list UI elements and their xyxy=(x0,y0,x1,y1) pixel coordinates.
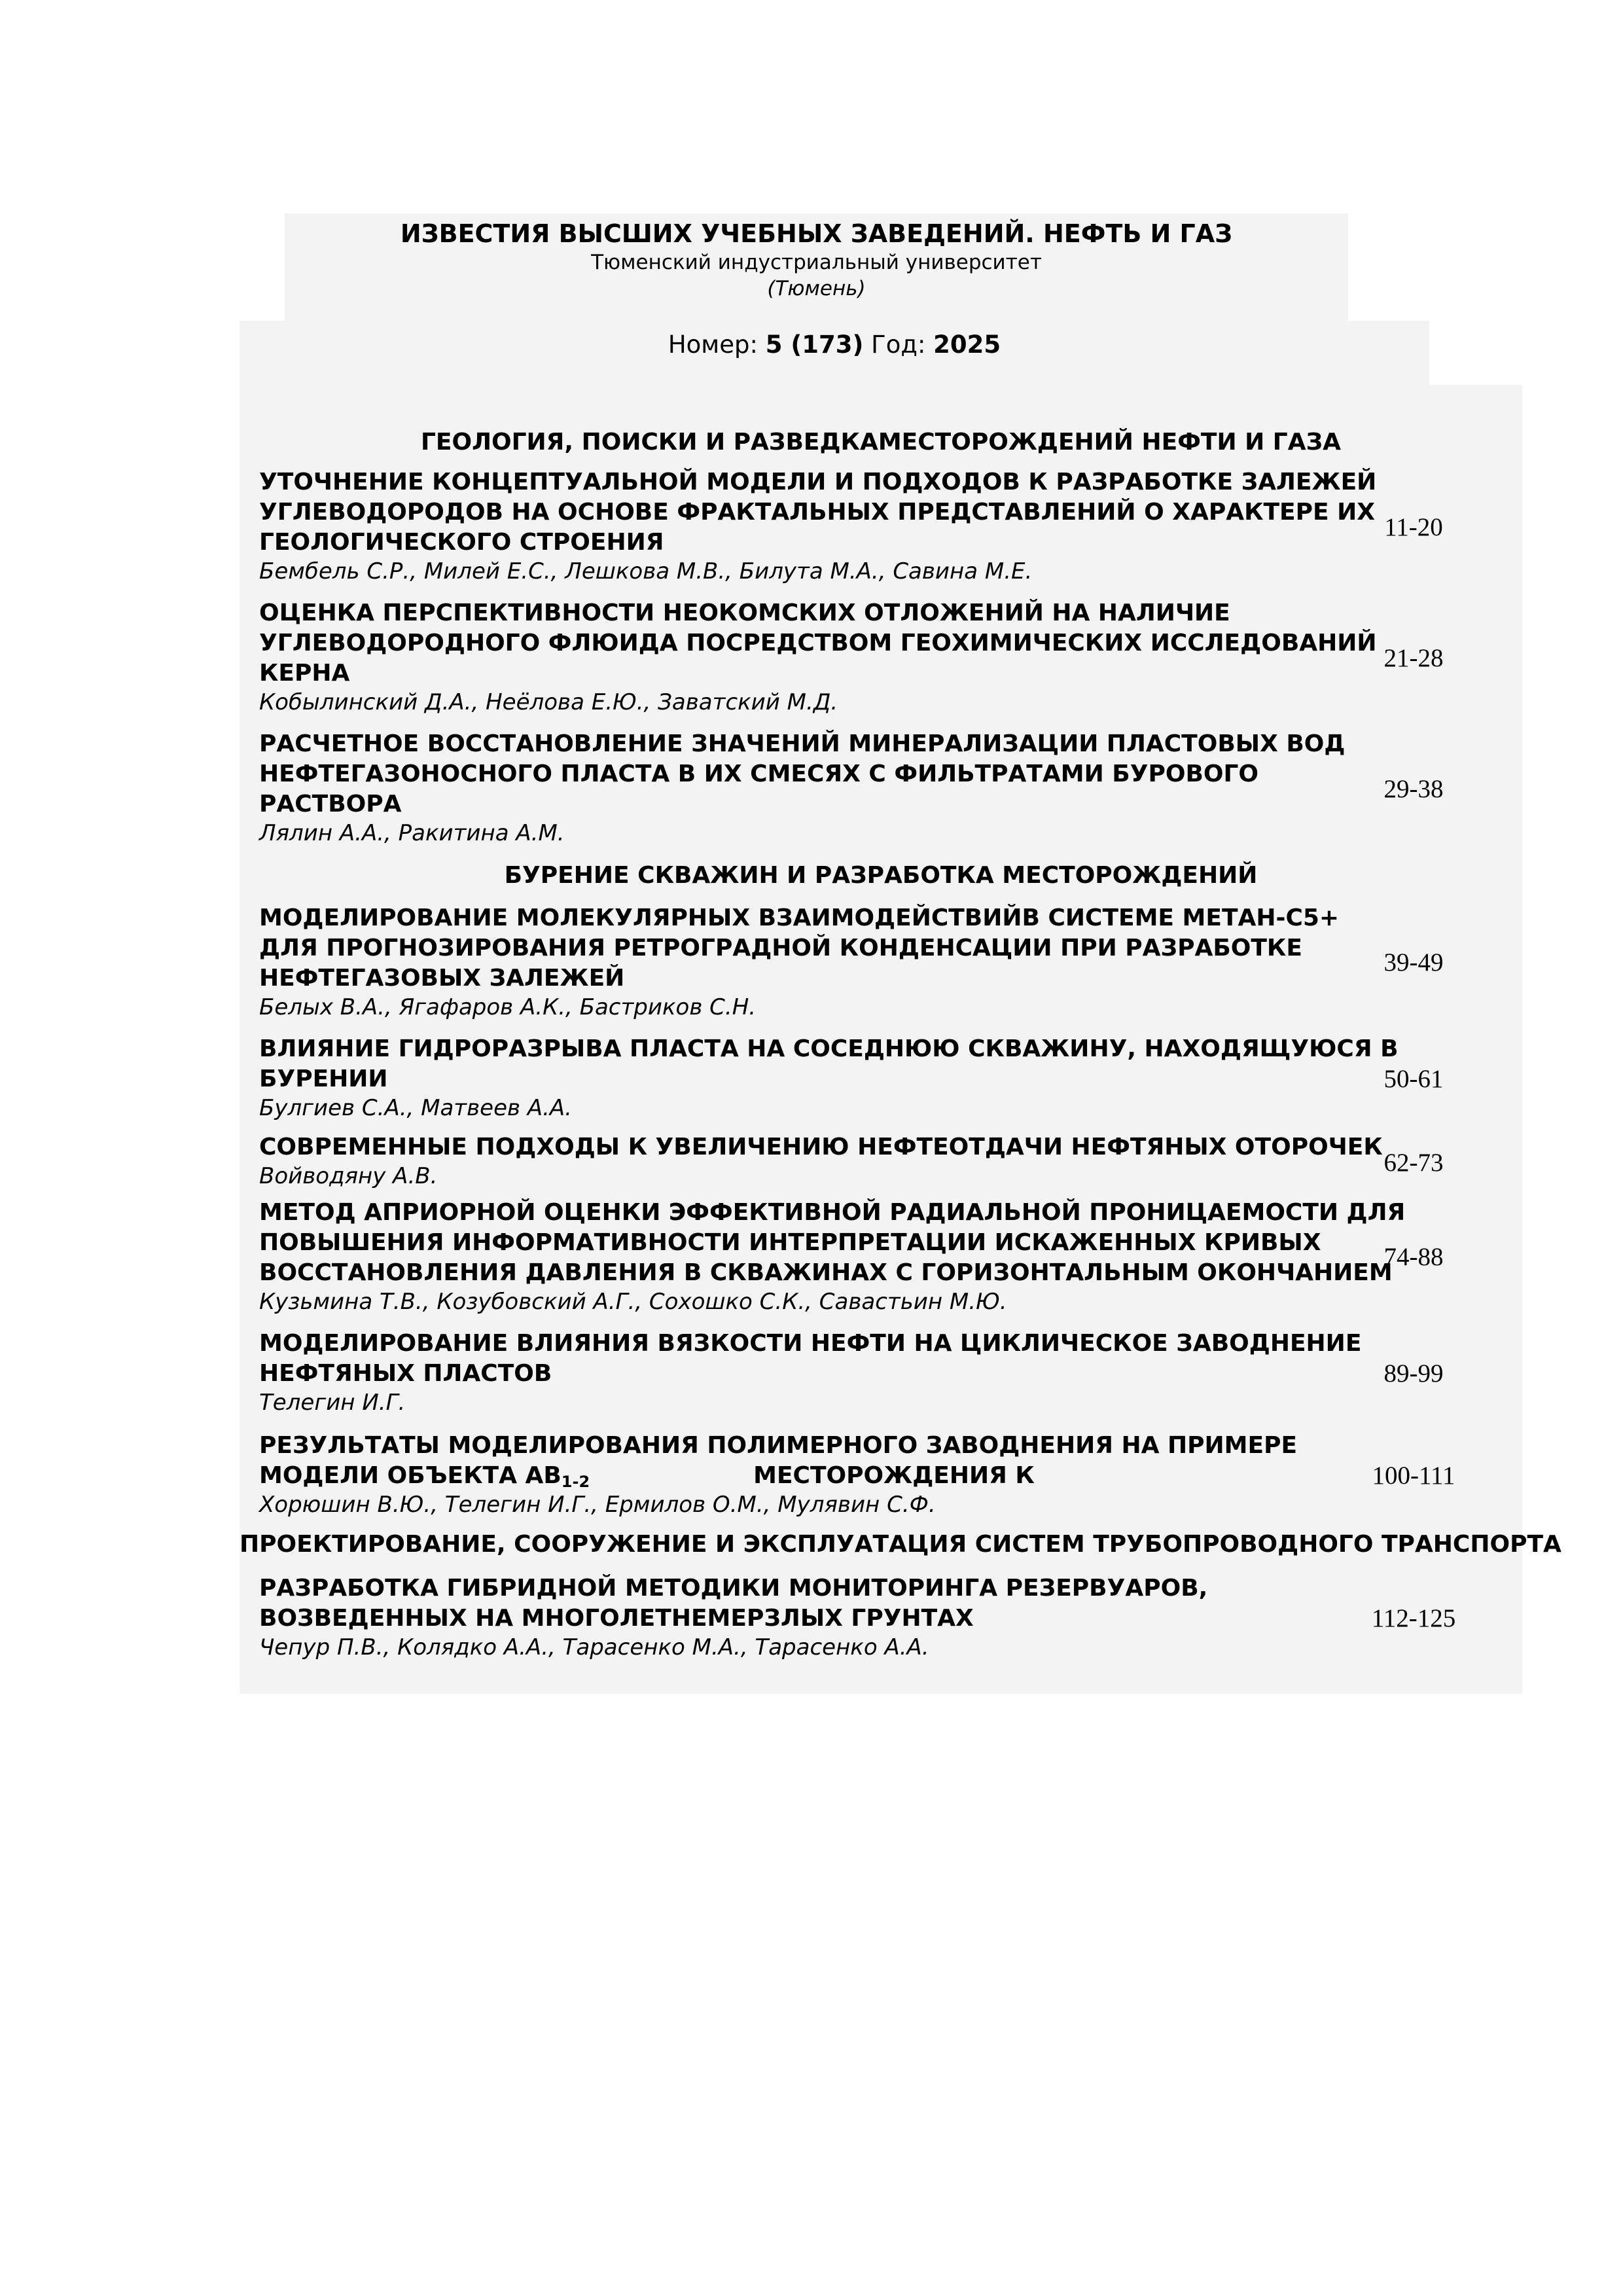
section-title: ГЕОЛОГИЯ, ПОИСКИ И РАЗВЕДКАМЕСТОРОЖДЕНИЙ НЕФТИ И ГАЗА xyxy=(420,429,1342,456)
article-authors: Войводяну А.В. xyxy=(259,1163,438,1189)
article-title[interactable]: МЕТОД АПРИОРНОЙ ОЦЕНКИ ЭФФЕКТИВНОЙ РАДИАЛЬНОЙ ПРОНИЦАЕМОСТИ ДЛЯ ПОВЫШЕНИЯ ИНФОРМАТИВНОСТИ ИНТЕРПРЕТАЦИИ ИСКАЖЕННЫХ КРИВЫХ ВОССТАНОВЛЕНИЯ ДАВЛЕНИЯ В СКВАЖИНАХ С ГОРИЗОНТАЛЬНЫМ ОКОНЧАНИЕМ xyxy=(259,1199,1406,1286)
issue-number-label: Номер: xyxy=(668,331,758,359)
section-title: ПРОЕКТИРОВАНИЕ, СООРУЖЕНИЕ И ЭКСПЛУАТАЦИЯ СИСТЕМ ТРУБОПРОВОДНОГО ТРАНСПОРТА xyxy=(240,1531,1561,1558)
article-title[interactable]: РАСЧЕТНОЕ ВОССТАНОВЛЕНИЕ ЗНАЧЕНИЙ МИНЕРАЛИЗАЦИИ ПЛАСТОВЫХ ВОД НЕФТЕГАЗОНОСНОГО ПЛАСТА В ИХ СМЕСЯХ С ФИЛЬТРАТАМИ БУРОВОГО РАСТВОРА xyxy=(259,730,1346,817)
issue-number-value: 5 (173) xyxy=(765,331,864,359)
article-entry[interactable] xyxy=(259,729,1365,847)
article-authors: Чепур П.В., Колядко А.А., Тарасенко М.А., Тарасенко А.А. xyxy=(259,1634,929,1660)
article-pages: 112-125 xyxy=(1371,1604,1456,1632)
article-entry[interactable] xyxy=(259,1198,1406,1316)
article-authors: Булгиев С.А., Матвеев А.А. xyxy=(259,1095,572,1121)
article-entry[interactable] xyxy=(259,467,1377,585)
article-title[interactable]: РЕЗУЛЬТАТЫ МОДЕЛИРОВАНИЯ ПОЛИМЕРНОГО ЗАВОДНЕНИЯ НА ПРИМЕРЕ МОДЕЛИ ОБЪЕКТА $АВ_{1-2}$ МЕСТОРОЖДЕНИЯ К xyxy=(259,1432,1298,1491)
issue-year-label: Год: xyxy=(871,331,926,359)
article-authors: Лялин А.А., Ракитина А.М. xyxy=(259,820,565,846)
article-pages: 29-38 xyxy=(1383,775,1444,803)
article-entry[interactable] xyxy=(259,903,1365,1021)
article-title[interactable]: УТОЧНЕНИЕ КОНЦЕПТУАЛЬНОЙ МОДЕЛИ И ПОДХОДОВ К РАЗРАБОТКЕ ЗАЛЕЖЕЙ УГЛЕВОДОРОДОВ НА ОСНОВЕ ФРАКТАЛЬНЫХ ПРЕДСТАВЛЕНИЙ О ХАРАКТЕРЕ ИХ ГЕОЛОГИЧЕСКОГО СТРОЕНИЯ xyxy=(259,469,1377,556)
article-title[interactable]: РАЗРАБОТКА ГИБРИДНОЙ МЕТОДИКИ МОНИТОРИНГА РЕЗЕРВУАРОВ, ВОЗВЕДЕННЫХ НА МНОГОЛЕТНЕМЕРЗЛЫХ ГРУНТАХ xyxy=(259,1575,1208,1632)
article-pages: 74-88 xyxy=(1383,1243,1444,1271)
article-authors: Белых В.А., Ягафаров А.К., Бастриков С.Н. xyxy=(259,994,757,1020)
issue-year-value: 2025 xyxy=(933,331,1001,359)
article-pages: 21-28 xyxy=(1383,644,1444,672)
city-name: (Тюмень) xyxy=(767,277,866,300)
article-pages: 89-99 xyxy=(1383,1359,1444,1388)
journal-title: ИЗВЕСТИЯ ВЫСШИХ УЧЕБНЫХ ЗАВЕДЕНИЙ. НЕФТЬ И ГАЗ xyxy=(400,219,1233,248)
article-pages: 39-49 xyxy=(1383,948,1444,977)
article-authors: Хорюшин В.Ю., Телегин И.Г., Ермилов О.М., Мулявин С.Ф. xyxy=(259,1492,936,1518)
article-entry[interactable] xyxy=(259,1034,1399,1122)
university-name: Тюменский индустриальный университет xyxy=(591,251,1042,274)
subscript: 1-2 xyxy=(561,1473,590,1491)
article-title[interactable]: МОДЕЛИРОВАНИЕ МОЛЕКУЛЯРНЫХ ВЗАИМОДЕЙСТВИЙВ СИСТЕМЕ МЕТАН-С5+ ДЛЯ ПРОГНОЗИРОВАНИЯ РЕТРОГРАДНОЙ КОНДЕНСАЦИИ ПРИ РАЗРАБОТКЕ НЕФТЕГАЗОВЫХ ЗАЛЕЖЕЙ xyxy=(259,905,1340,992)
article-title[interactable]: СОВРЕМЕННЫЕ ПОДХОДЫ К УВЕЛИЧЕНИЮ НЕФТЕОТДАЧИ НЕФТЯНЫХ ОТОРОЧЕК xyxy=(259,1134,1383,1160)
issue-info xyxy=(240,330,1429,360)
article-pages: 11-20 xyxy=(1384,513,1443,541)
article-authors: Бембель С.Р., Милей Е.С., Лешкова М.В., Билута М.А., Савина М.Е. xyxy=(259,558,1033,584)
article-entry[interactable] xyxy=(259,1132,1383,1190)
article-entry[interactable] xyxy=(259,1329,1365,1416)
article-title[interactable]: ОЦЕНКА ПЕРСПЕКТИВНОСТИ НЕОКОМСКИХ ОТЛОЖЕНИЙ НА НАЛИЧИЕ УГЛЕВОДОРОДНОГО ФЛЮИДА ПОСРЕДСТВОМ ГЕОХИМИЧЕСКИХ ИССЛЕДОВАНИЙ КЕРНА xyxy=(259,600,1377,687)
article-authors: Кузьмина Т.В., Козубовский А.Г., Сохошко С.К., Савастьин М.Ю. xyxy=(259,1289,1007,1315)
article-authors: Кобылинский Д.А., Неёлова Е.Ю., Заватский М.Д. xyxy=(259,689,838,715)
article-entry[interactable] xyxy=(259,598,1377,716)
section-title: БУРЕНИЕ СКВАЖИН И РАЗРАБОТКА МЕСТОРОЖДЕНИЙ xyxy=(504,862,1258,889)
article-title[interactable]: МОДЕЛИРОВАНИЕ ВЛИЯНИЯ ВЯЗКОСТИ НЕФТИ НА ЦИКЛИЧЕСКОЕ ЗАВОДНЕНИЕ НЕФТЯНЫХ ПЛАСТОВ xyxy=(259,1330,1362,1387)
article-entry[interactable] xyxy=(259,1573,1365,1661)
article-title[interactable]: ВЛИЯНИЕ ГИДРОРАЗРЫВА ПЛАСТА НА СОСЕДНЮЮ СКВАЖИНУ, НАХОДЯЩУЮСЯ В БУРЕНИИ xyxy=(259,1035,1399,1092)
article-pages: 100-111 xyxy=(1372,1462,1455,1490)
article-pages: 62-73 xyxy=(1383,1149,1444,1177)
article-entry[interactable] xyxy=(259,1431,1365,1518)
article-pages: 50-61 xyxy=(1383,1065,1444,1093)
article-authors: Телегин И.Г. xyxy=(259,1390,406,1416)
